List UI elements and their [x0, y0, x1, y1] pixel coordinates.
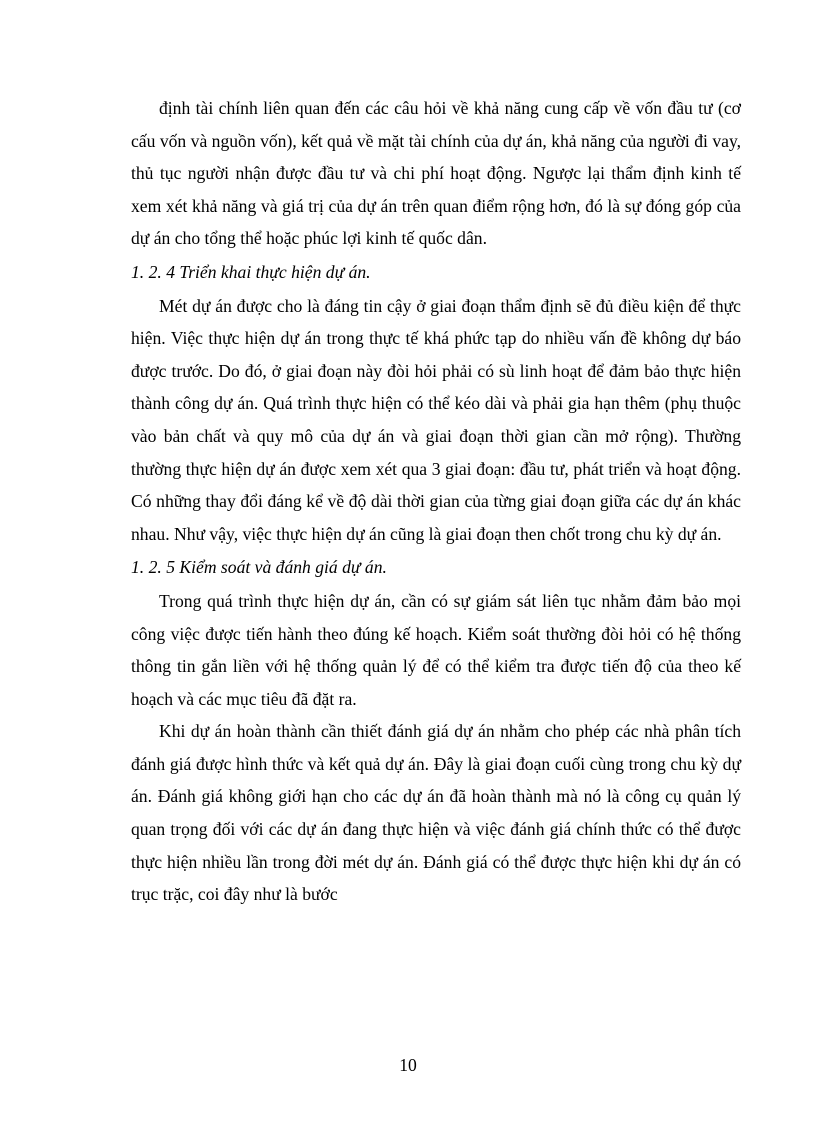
page-number: 10: [399, 1055, 417, 1075]
paragraph-implementation: Mét dự án được cho là đáng tin cậy ở giai đoạn thẩm định sẽ đủ điều kiện để thực hiện. Việc thực hiện dự án trong thực tế khá phức tạp do nhiều vấn đề không dự báo được trước. Do đó, ở giai đoạn này đòi hỏi phải có sù linh hoạt để đảm bảo thực hiện thành công dự án. Quá trình thực hiện có thể kéo dài và phải gia hạn thêm (phụ thuộc vào bản chất và quy mô của dự án và giai đoạn thời gian cần mở rộng). Thường thường thực hiện dự án được xem xét qua 3 giai đoạn: đầu tư, phát triển và hoạt động. Có những thay đổi đáng kể về độ dài thời gian của từng giai đoạn giữa các dự án khác nhau. Như vậy, việc thực hiện dự án cũng là giai đoạn then chốt trong chu kỳ dự án.: [131, 295, 741, 544]
section-heading-1-2-5: 1. 2. 5 Kiểm soát và đánh giá dự án.: [131, 557, 387, 578]
body-text: [131, 92, 741, 911]
paragraph-control: Trong quá trình thực hiện dự án, cần có sự giám sát liên tục nhằm đảm bảo mọi công việc được tiến hành theo đúng kế hoạch. Kiểm soát thường đòi hỏi có hệ thống thông tin gắn liền với hệ thống quản lý để có thể kiểm tra được tiến độ của theo kế hoạch và các mục tiêu đã đặt ra.: [131, 590, 741, 709]
paragraph-appraisal: định tài chính liên quan đến các câu hỏi về khả năng cung cấp về vốn đầu tư (cơ cấu vốn và nguồn vốn), kết quả về mặt tài chính của dự án, khả năng của người đi vay, thủ tục người nhận được đầu tư và chi phí hoạt động. Ngược lại thẩm định kinh tế xem xét khả năng và giá trị của dự án trên quan điểm rộng hơn, đó là sự đóng góp của dự án cho tổng thể hoặc phúc lợi kinh tế quốc dân.: [131, 98, 741, 249]
paragraph-evaluation: Khi dự án hoàn thành cần thiết đánh giá dự án nhằm cho phép các nhà phân tích đánh giá được hình thức và kết quả dự án. Đây là giai đoạn cuối cùng trong chu kỳ dự án. Đánh giá không giới hạn cho các dự án đã hoàn thành mà nó là công cụ quản lý quan trọng đối với các dự án đang thực hiện và việc đánh giá chính thức có thể được thực hiện nhiều lần trong đời mét dự án. Đánh giá có thể được thực hiện khi dự án có trục trặc, coi đây như là bước: [131, 721, 741, 905]
section-heading-1-2-4: 1. 2. 4 Triển khai thực hiện dự án.: [131, 261, 371, 282]
